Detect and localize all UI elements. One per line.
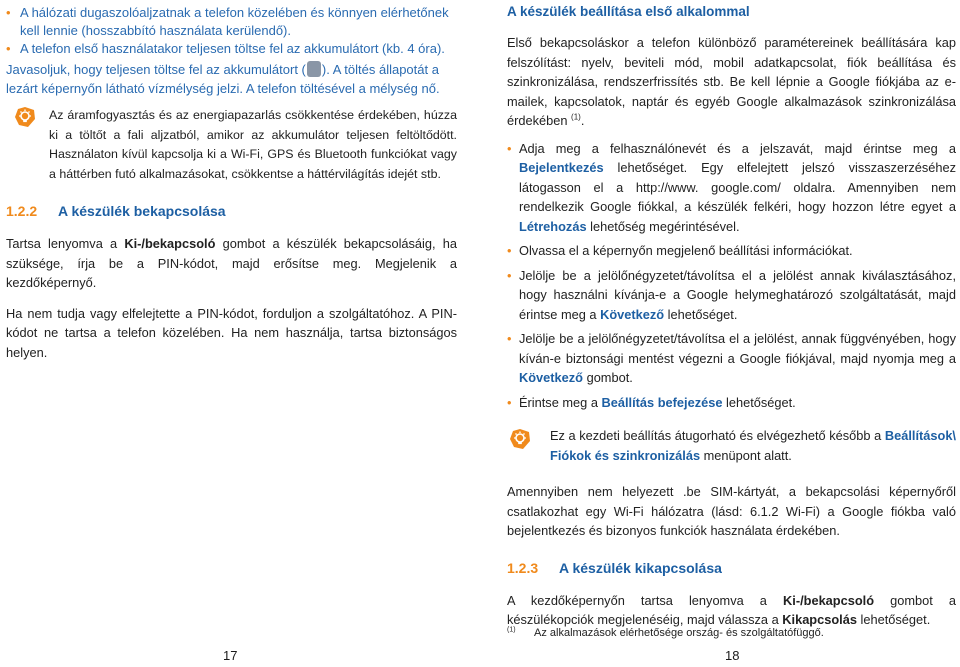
- left-page: [6, 0, 457, 362]
- right-page: [507, 0, 956, 630]
- list-item: • Jelölje be a jelölőnégyzetet/távolítsa el a jelölést, annak függvényében, hogy kíván-e biztonsági mentést végezni a Google fiókjával, majd nyomja meg a Következő gombot.: [507, 329, 956, 388]
- setup-tip: [507, 426, 956, 465]
- list-item: • Érintse meg a Beállítás befejezése lehetőséget.: [507, 393, 956, 413]
- setup-intro: Első bekapcsoláskor a telefon különböző paramétereinek beállítására kap felszólítást: nyelv, beviteli mód, mobil adatkapcsolat, fiók beállítása és szinkronizálása, rendszerfrissítés stb. Be kell lépnie a Google fiókjába az e-mailek, kapcsolatok, naptár és egyéb Google alkalmazások szinkronizálása érdekében $^{(1)}$.: [507, 35, 956, 128]
- battery-phone-icon: [307, 61, 321, 77]
- section-heading: 1.2.3 A készülék kikapcsolása: [507, 559, 722, 576]
- tip-text: Ez a kezdeti beállítás átugorható és elvégezhető később a Beállítások\ Fiókok és szinkronizálás menüpont alatt.: [550, 428, 956, 463]
- pin-paragraph: Ha nem tudja vagy elfelejtette a PIN-kódot, forduljon a szolgáltatóhoz. A PIN-kódot ne tartsa a telefon közelében. Ha nem használja, tartsa biztonságos helyen.: [6, 305, 457, 360]
- charging-bullets: [6, 4, 457, 58]
- lightbulb-tip-icon: [14, 106, 36, 128]
- tip-text: Az áramfogyasztás és az energiapazarlás csökkentése érdekében, húzza ki a töltőt a fali aljzatból, amikor az akkumulátor teljesen feltöltődött. Használaton kívül kapcsolja ki a Wi-Fi, GPS és Bluetooth funkciókat vagy a háttérben futó alkalmazásokat, csökkentse a háttérvilágítás idejét stb.: [49, 108, 457, 181]
- power-off-paragraph: A kezdőképernyőn tartsa lenyomva a Ki-/bekapcsoló gombot a készülékopciók megjelenéséig, majd válassza a Kikapcsolás lehetőséget.: [507, 592, 956, 627]
- section-heading: 1.2.2 A készülék bekapcsolása: [6, 203, 226, 219]
- sim-paragraph: Amennyiben nem helyezett .be SIM-kártyát, a bekapcsolási képernyőről csatlakozhat egy Wi-Fi hálózatra (lásd: 6.1.2 Wi-Fi) a Google fiókba való bejelentkezés és bizonyos funkciók használata érdekében.: [507, 484, 956, 538]
- list-item: • A hálózati dugaszolóaljzatnak a telefon közelében és könnyen elérhetőnek kell lennie (hosszabbító használata kerülendő).: [6, 4, 457, 40]
- power-on-paragraph: Tartsa lenyomva a Ki-/bekapcsoló gombot a készülék bekapcsolásáig, ha szüksége, írja be a PIN-kódot, majd erősítse meg. Megjelenik a kezdőképernyő.: [6, 236, 458, 290]
- list-item: • Jelölje be a jelölőnégyzetet/távolítsa el a jelölést annak kiválasztásához, hogy használni kívánja-e a Google helymeghatározó szolgáltatását, majd érintse meg a Következő lehetőséget.: [507, 266, 956, 325]
- energy-tip: [6, 106, 457, 184]
- list-item: • Olvassa el a képernyőn megjelenő beállítási információkat.: [507, 241, 956, 261]
- setup-steps: [507, 139, 956, 413]
- setup-heading: A készülék beállítása első alkalommal: [507, 4, 750, 19]
- charge-paragraph: Javasoljuk, hogy teljesen töltse fel az akkumulátort ( ). A töltés állapotát a lezárt képernyőn látható vízmélység jelzi. A telefon töltésével a mélység nő.: [6, 62, 440, 96]
- footnote: $^{(1)}$ Az alkalmazások elérhetősége ország- és szolgáltatófüggő.: [507, 626, 824, 639]
- lightbulb-tip-icon: [509, 428, 531, 450]
- page-number-left: 17: [223, 648, 238, 663]
- page-number-right: 18: [725, 648, 740, 663]
- list-item: • A telefon első használatakor teljesen töltse fel az akkumulátort (kb. 4 óra).: [6, 40, 457, 58]
- list-item: • Adja meg a felhasználónevét és a jelszavát, majd érintse meg a Bejelentkezés lehetőséget. Egy elfelejtett jelszó visszaszerzéséhez látogasson el a http://www. google.com/ oldalra. Amennyiben nem rendelkezik Google fiókkal, a készülék felkéri, hogy hozzon létre egyet a Létrehozás lehetőség megérintésével.: [507, 139, 956, 237]
